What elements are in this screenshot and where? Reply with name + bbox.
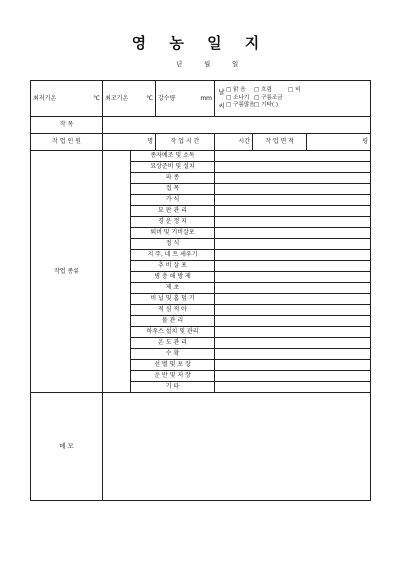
work-type-entry[interactable] xyxy=(215,250,371,261)
work-type-entry[interactable] xyxy=(215,360,371,371)
rainfall-cell[interactable]: 강수량 mm xyxy=(156,81,215,117)
memo-label: 메 모 xyxy=(31,393,103,501)
work-type-entry[interactable] xyxy=(215,184,371,195)
weather-row xyxy=(31,81,371,117)
weather-checkbox-cloudy[interactable]: □ 흐림 xyxy=(254,87,272,94)
work-type-entry[interactable] xyxy=(215,162,371,173)
work-type-name: 추 비 살 포 xyxy=(131,261,215,272)
work-type-name: 수 확 xyxy=(131,349,215,360)
work-type-name: 경 운 정 지 xyxy=(131,217,215,228)
work-type-row xyxy=(31,151,371,162)
work-type-entry[interactable] xyxy=(215,294,371,305)
work-type-name: 적 심 적 아 xyxy=(131,305,215,316)
work-type-entry[interactable] xyxy=(215,272,371,283)
weather-checkbox-partly-cloudy[interactable]: □ 구름조금 xyxy=(254,94,283,101)
work-type-label: 작업 종류 xyxy=(31,151,103,393)
max-temp-cell[interactable]: 최고기온 ℃ xyxy=(103,81,156,117)
work-type-name: 접 목 xyxy=(131,184,215,195)
work-time-label: 작 업 시 간 xyxy=(156,134,215,151)
min-temp-cell[interactable]: 최저기온 ℃ xyxy=(31,81,103,117)
work-type-entry[interactable] xyxy=(215,228,371,239)
work-type-entry[interactable] xyxy=(215,283,371,294)
work-type-name: 정 식 xyxy=(131,239,215,250)
crop-value[interactable] xyxy=(103,117,371,134)
work-type-name: 가 식 xyxy=(131,195,215,206)
weather-checkbox-other[interactable]: □ 기타( ) xyxy=(254,102,279,109)
work-type-name: 하우스 설치 및 관리 xyxy=(131,327,215,338)
work-area-label: 작 업 면 적 xyxy=(253,134,307,151)
worker-count-cell[interactable]: 명 xyxy=(103,134,156,151)
work-type-entry[interactable] xyxy=(215,261,371,272)
work-type-entry[interactable] xyxy=(215,195,371,206)
work-time-cell[interactable]: 시간 xyxy=(215,134,253,151)
work-type-name: 종자예조 및 소독 xyxy=(131,151,215,162)
work-type-entry[interactable] xyxy=(215,206,371,217)
work-type-entry[interactable] xyxy=(215,305,371,316)
work-type-name: 묘 판 관 리 xyxy=(131,206,215,217)
work-type-entry[interactable] xyxy=(215,371,371,382)
weather-checkbox-mostly-cloudy[interactable]: □ 구름많음 xyxy=(226,102,255,109)
date-year: 년 xyxy=(176,60,183,68)
weather-checkbox-rain[interactable]: □ 비 xyxy=(288,87,301,94)
page-title: 영 농 일 지 xyxy=(131,34,269,52)
worker-row xyxy=(31,134,371,151)
weather-checkbox-shower[interactable]: □ 소나기 xyxy=(226,94,250,101)
work-type-name: 온 도 관 리 xyxy=(131,338,215,349)
work-type-entry[interactable] xyxy=(215,217,371,228)
work-type-entry[interactable] xyxy=(215,173,371,184)
work-area-cell[interactable]: 평 xyxy=(307,134,371,151)
work-type-name: 파 종 xyxy=(131,173,215,184)
work-type-name: 운 반 및 저 장 xyxy=(131,371,215,382)
work-type-name: 묘상준비 및 설치 xyxy=(131,162,215,173)
memo-row xyxy=(31,393,371,501)
work-type-name: 비 닐 및 홈 덮 기 xyxy=(131,294,215,305)
work-type-entry[interactable] xyxy=(215,338,371,349)
work-type-entry[interactable] xyxy=(215,327,371,338)
crop-row xyxy=(31,117,371,134)
work-type-name: 병 충 해 방 제 xyxy=(131,272,215,283)
work-types-section xyxy=(31,151,371,393)
date-day: 일 xyxy=(232,60,239,68)
work-type-name: 물 관 리 xyxy=(131,316,215,327)
work-type-name: 제 초 xyxy=(131,283,215,294)
work-type-name: 지 주, 네 트 세우기 xyxy=(131,250,215,261)
work-type-name: 퇴비 및 기비살포 xyxy=(131,228,215,239)
work-type-entry[interactable] xyxy=(215,382,371,393)
weather-checkbox-clear[interactable]: □ 맑 음 xyxy=(226,87,246,94)
memo-field[interactable] xyxy=(103,393,371,501)
work-type-entry[interactable] xyxy=(215,349,371,360)
work-type-name: 선 별 및 포 장 xyxy=(131,360,215,371)
worker-label: 작 업 인 원 xyxy=(31,134,103,151)
date-month: 월 xyxy=(204,60,211,68)
farming-log-table xyxy=(30,80,371,501)
work-type-entry[interactable] xyxy=(215,316,371,327)
crop-label: 작 목 xyxy=(31,117,103,134)
work-type-spacer xyxy=(103,151,131,393)
weather-condition-cell: 날 씨 □ 맑 음 □ 흐림 □ 비 □ 소나기 □ 구름조금 □ 구름많음 □ 기타( ) xyxy=(215,81,371,117)
work-type-name: 기 타 xyxy=(131,382,215,393)
work-type-entry[interactable] xyxy=(215,239,371,250)
work-type-entry[interactable] xyxy=(215,151,371,162)
